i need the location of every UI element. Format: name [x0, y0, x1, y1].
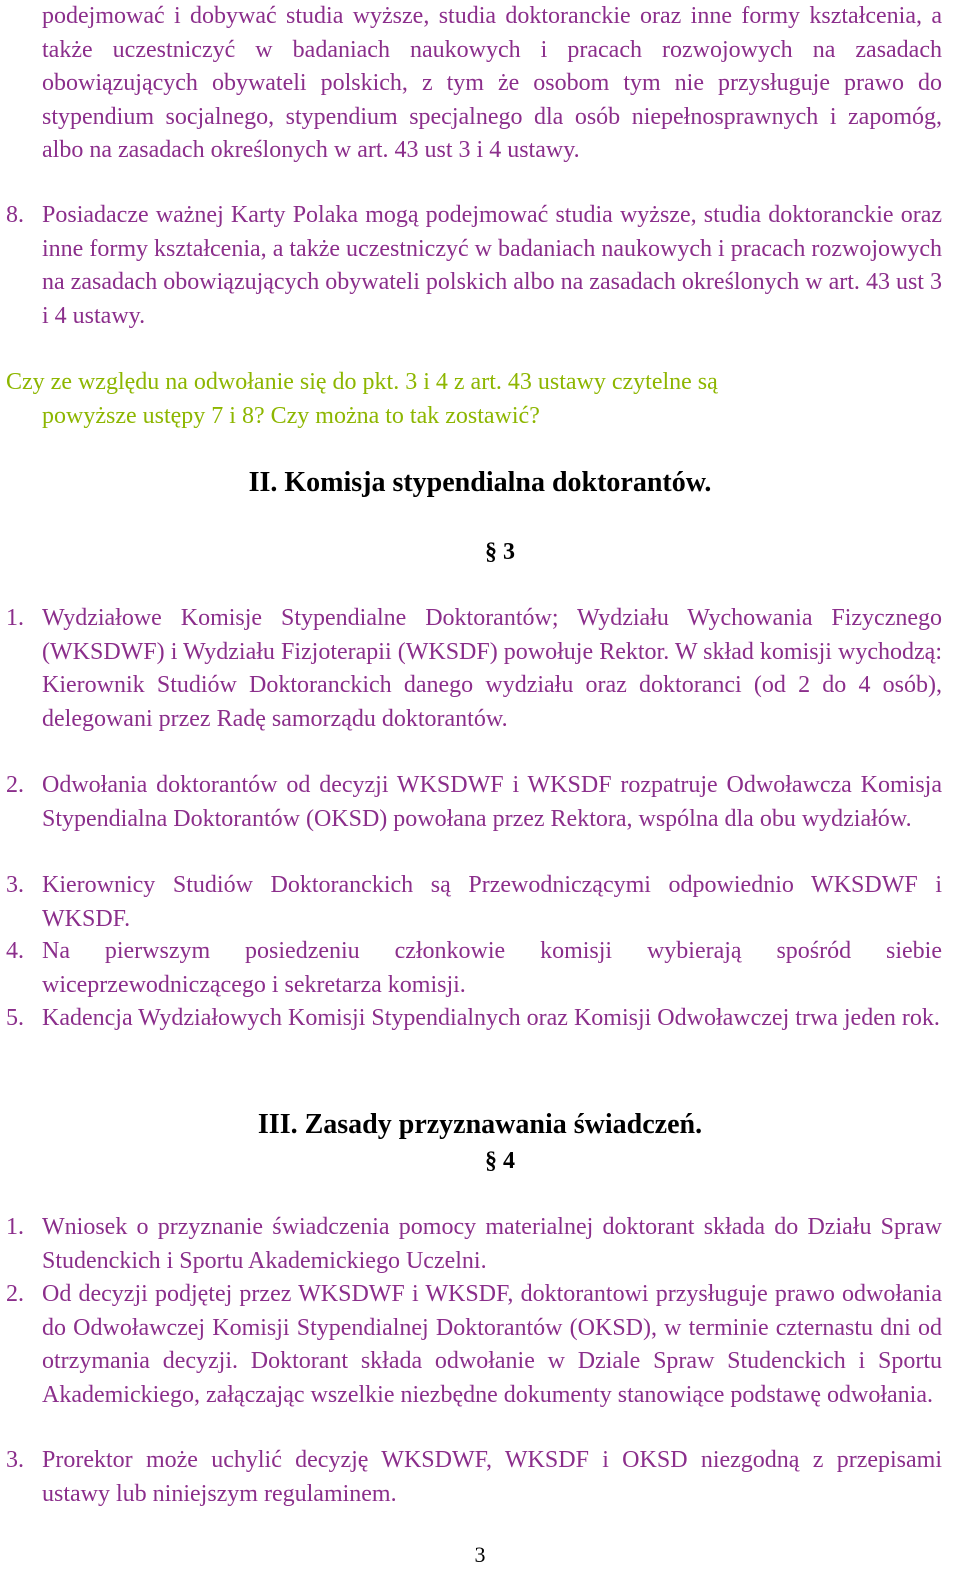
section-3-paragraph-mark: § 4	[485, 1148, 515, 1174]
page-number: 3	[474, 1542, 486, 1567]
section-3-title: III. Zasady przyznawania świadczeń.	[257, 1109, 703, 1140]
section-2-paragraph-number: 3	[503, 539, 515, 565]
section-3-item-1-number: 1.	[6, 1214, 24, 1240]
section-2-item-1-number: 1.	[6, 605, 24, 631]
section-2-item	[0, 1002, 960, 1036]
item-8-number: 8.	[6, 202, 24, 228]
section-3-item-1-text: Wniosek o przyznanie świadczenia pomocy materialnej doktorant składa do Działu Spraw Studenckich i Sportu Akademickiego Uczelni.	[42, 1214, 942, 1274]
section-3-item-2-number: 2.	[6, 1281, 24, 1307]
section-2-item	[0, 935, 960, 1002]
section-3-paragraph-number: 4	[503, 1148, 515, 1174]
section-2-item-5-text: Kadencja Wydziałowych Komisji Stypendialnych oraz Komisji Odwoławczej trwa jeden rok.	[42, 1005, 940, 1031]
review-question	[6, 366, 942, 433]
section-2-item-2-number: 2.	[6, 772, 24, 798]
section-3-item	[0, 1211, 960, 1278]
section-2-paragraph-mark: § 3	[485, 539, 515, 565]
item-8-text: Posiadacze ważnej Karty Polaka mogą podejmować studia wyższe, studia doktoranckie oraz inne formy kształcenia, a także uczestniczyć w badaniach naukowych i pracach rozwojowych na zasadach obowiązujących obywateli polskich albo na zasadach określonych w art. 43 ust 3 i 4 ustawy.	[42, 202, 942, 329]
section-3-item	[0, 1444, 960, 1511]
review-question-line-1: Czy ze względu na odwołanie się do pkt. 3 i 4 z art. 43 ustawy czytelne są	[6, 369, 718, 395]
section-3-item-3-number: 3.	[6, 1447, 24, 1473]
intro-continuation: podejmować i dobywać studia wyższe, studia doktoranckie oraz inne formy kształcenia, a także uczestniczyć w badaniach naukowych i pracach rozwojowych na zasadach obowiązujących obywateli polskich, z tym że osobom tym nie przysługuje prawo do stypendium socjalnego, stypendium specjalnego dla osób niepełnosprawnych i zapomóg, albo na zasadach określonych w art. 43 ust 3 i 4 ustawy.	[42, 3, 942, 163]
section-2-title: II. Komisja stypendialna doktorantów.	[248, 467, 712, 498]
section-2-item	[0, 769, 960, 836]
section-2-item	[0, 869, 960, 936]
review-question-line-2: powyższe ustępy 7 i 8? Czy można to tak zostawić?	[42, 402, 540, 429]
section-2-item	[0, 602, 960, 736]
section-3-item-3-text: Prorektor może uchylić decyzję WKSDWF, WKSDF i OKSD niezgodną z przepisami ustawy lub niniejszym regulaminem.	[42, 1447, 942, 1507]
section-2-item-3-text: Kierownicy Studiów Doktoranckich są Przewodniczącymi odpowiednio WKSDWF i WKSDF.	[42, 872, 942, 932]
section-3-item-2-text: Od decyzji podjętej przez WKSDWF i WKSDF, doktorantowi przysługuje prawo odwołania do Odwoławczej Komisji Stypendialnej Doktorantów (OKSD), w terminie czternastu dni od otrzymania decyzji. Doktorant składa odwołanie w Dziale Spraw Studenckich i Sportu Akademickiego, załączając wszelkie niezbędne dokumenty stanowiące podstawę odwołania.	[42, 1281, 942, 1408]
section-2-item-5-number: 5.	[6, 1005, 24, 1031]
section-2-item-1-text: Wydziałowe Komisje Stypendialne Doktorantów; Wydziału Wychowania Fizycznego (WKSDWF) i Wydziału Fizjoterapii (WKSDF) powołuje Rektor. W skład komisji wychodzą: Kierownik Studiów Doktoranckich danego wydziału oraz doktoranci (od 2 do 4 osób), delegowani przez Radę samorządu doktorantów.	[42, 605, 942, 732]
section-2-item-4-text: Na pierwszym posiedzeniu członkowie komisji wybierają spośród siebie wiceprzewodniczącego i sekretarza komisji.	[42, 938, 942, 998]
section-2-item-2-text: Odwołania doktorantów od decyzji WKSDWF i WKSDF rozpatruje Odwoławcza Komisja Stypendialna Doktorantów (OKSD) powołana przez Rektora, wspólna dla obu wydziałów.	[42, 772, 942, 832]
section-3-item	[0, 1278, 960, 1412]
section-2-item-4-number: 4.	[6, 938, 24, 964]
section-2-item-3-number: 3.	[6, 872, 24, 898]
